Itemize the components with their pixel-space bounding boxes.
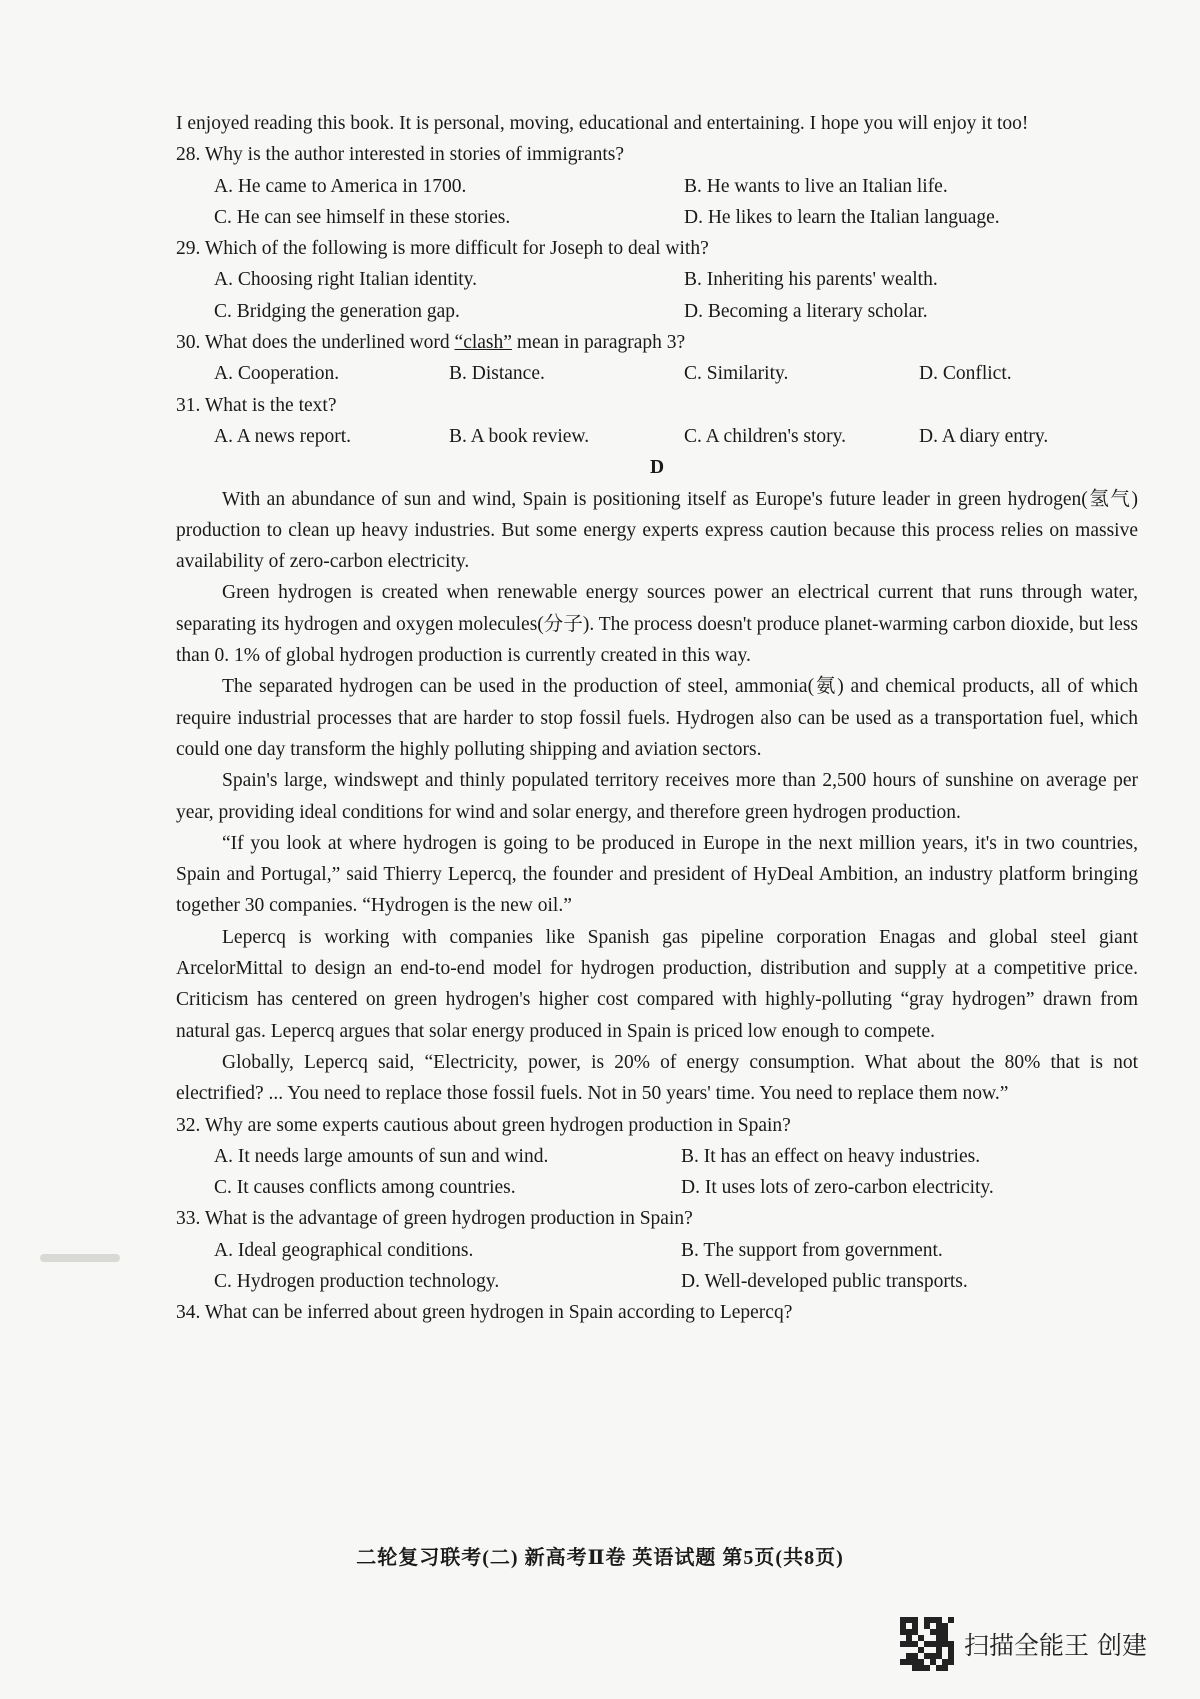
option-31c: C. A children's story.: [684, 425, 847, 447]
option-32a: A. It needs large amounts of sun and wind.: [214, 1145, 549, 1167]
question-32-options: [176, 1141, 1138, 1204]
question-31-options: [176, 421, 1138, 452]
passage-d-paragraph-5: “If you look at where hydrogen is going to be produced in Europe in the next million years, it's in two countries, Spain and Portugal,” said Thierry Lepercq, the founder and president of HyDeal Ambition, an industry platform bringing together 30 companies. “Hydrogen is the new oil.”: [176, 832, 1138, 917]
question-30-keyword: “clash”: [454, 332, 512, 354]
option-33b: B. The support from government.: [681, 1239, 943, 1261]
option-32b: B. It has an effect on heavy industries.: [681, 1145, 981, 1167]
question-30-stem: [176, 327, 1138, 358]
option-29a: A. Choosing right Italian identity.: [214, 269, 478, 291]
qr-module: [948, 1665, 954, 1671]
intro-paragraph: I enjoyed reading this book. It is personal, moving, educational and entertaining. I hope you will enjoy it too!: [176, 113, 1029, 134]
watermark-text: 扫描全能王 创建: [964, 1631, 1147, 1660]
passage-d-paragraph-2: Green hydrogen is created when renewable energy sources power an electrical current that runs through water, separating its hydrogen and oxygen molecules(分子). The process doesn't produce planet-warming carbon dioxide, but less than 0. 1% of global hydrogen production is currently created in this way.: [176, 582, 1138, 667]
option-33c: C. Hydrogen production technology.: [214, 1270, 500, 1292]
option-28d: D. He likes to learn the Italian language.: [684, 206, 1000, 228]
option-28c: C. He can see himself in these stories.: [214, 206, 511, 228]
option-32c: C. It causes conflicts among countries.: [214, 1177, 516, 1199]
question-30-stem-pre: 30. What does the underlined word: [176, 332, 455, 354]
question-33-stem: 33. What is the advantage of green hydrogen production in Spain?: [176, 1208, 693, 1230]
option-30b: B. Distance.: [449, 363, 545, 385]
option-29b: B. Inheriting his parents' wealth.: [684, 269, 938, 291]
option-30a: A. Cooperation.: [214, 363, 340, 385]
scan-smudge: [40, 1254, 120, 1262]
passage-d-paragraph-1: With an abundance of sun and wind, Spain is positioning itself as Europe's future leader in green hydrogen(氢气) production to clean up heavy industries. But some energy experts express caution because this process relies on massive availability of zero-carbon electricity.: [176, 488, 1138, 573]
option-28a: A. He came to America in 1700.: [214, 175, 467, 197]
question-31-stem: 31. What is the text?: [176, 394, 337, 416]
passage-d-paragraph-3: The separated hydrogen can be used in the production of steel, ammonia(氨) and chemical products, all of which require industrial processes that are harder to stop fossil fuels. Hydrogen also can be used as a transportation fuel, which could one day transform the highly polluting shipping and aviation sectors.: [176, 676, 1138, 760]
question-30-options: [176, 358, 1138, 389]
section-heading-d: D: [649, 457, 665, 479]
option-29c: C. Bridging the generation gap.: [214, 300, 460, 322]
passage-d-paragraph-4: Spain's large, windswept and thinly populated territory receives more than 2,500 hours of sunshine on average per year, providing ideal conditions for wind and solar energy, and therefore green hydrogen production.: [176, 770, 1138, 823]
option-30d: D. Conflict.: [919, 363, 1012, 385]
page-content: [176, 108, 1138, 1329]
option-28b: B. He wants to live an Italian life.: [684, 175, 948, 197]
question-30-stem-post: mean in paragraph 3?: [511, 332, 686, 354]
option-31b: B. A book review.: [449, 425, 590, 447]
option-33a: A. Ideal geographical conditions.: [214, 1239, 474, 1261]
option-31a: A. A news report.: [214, 425, 352, 447]
question-29-stem: 29. Which of the following is more difficult for Joseph to deal with?: [176, 238, 709, 260]
option-30c: C. Similarity.: [684, 363, 789, 385]
question-34-stem: 34. What can be inferred about green hydrogen in Spain according to Lepercq?: [176, 1302, 793, 1324]
passage-d-paragraph-6: Lepercq is working with companies like Spanish gas pipeline corporation Enagas and global steel giant ArcelorMittal to design an end-to-end model for hydrogen production, distribution and supply at a competitive price. Criticism has centered on green hydrogen's higher cost compared with highly-polluting “gray hydrogen” drawn from natural gas. Lepercq argues that solar energy produced in Spain is priced low enough to compete.: [176, 926, 1138, 1042]
option-33d: D. Well-developed public transports.: [681, 1270, 968, 1292]
question-33-options: [176, 1235, 1138, 1298]
passage-d-paragraph-7: Globally, Lepercq said, “Electricity, power, is 20% of energy consumption. What about the 80% that is not electrified? ... You need to replace those fossil fuels. Not in 50 years' time. You need to replace them now.”: [176, 1051, 1138, 1105]
option-31d: D. A diary entry.: [919, 425, 1049, 447]
scanner-watermark: [900, 1617, 1147, 1671]
question-28-options: [176, 171, 1138, 234]
option-32d: D. It uses lots of zero-carbon electricity.: [681, 1177, 994, 1199]
option-29d: D. Becoming a literary scholar.: [684, 300, 928, 322]
question-28-stem: 28. Why is the author interested in stories of immigrants?: [176, 144, 625, 166]
question-32-stem: 32. Why are some experts cautious about green hydrogen production in Spain?: [176, 1114, 791, 1136]
qr-code-icon: [900, 1617, 954, 1671]
question-29-options: [176, 264, 1138, 327]
page-footer: 二轮复习联考(二) 新高考Ⅱ卷 英语试题 第5页(共8页): [356, 1547, 844, 1569]
